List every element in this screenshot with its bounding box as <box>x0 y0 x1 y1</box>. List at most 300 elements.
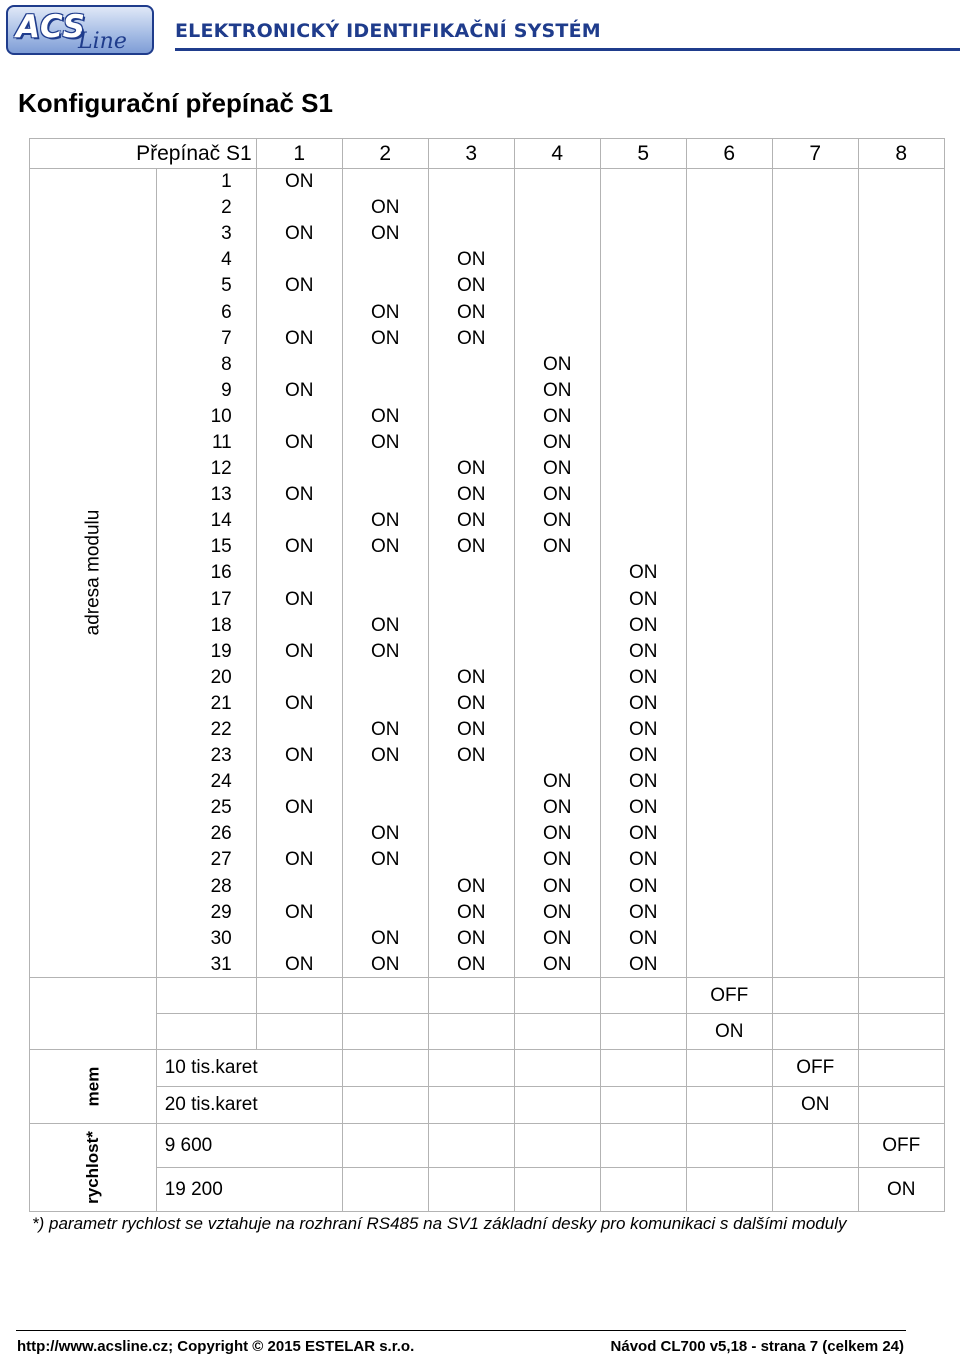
switch-1-state <box>256 612 342 638</box>
footer-divider <box>16 1330 906 1331</box>
switch-5-state <box>600 456 686 482</box>
switch-5-state: ON <box>600 586 686 612</box>
empty-cell <box>686 1123 772 1167</box>
empty-cell <box>858 273 944 299</box>
address-number: 26 <box>156 821 256 847</box>
switch-3-state: ON <box>428 664 514 690</box>
switch-4-state <box>514 638 600 664</box>
empty-cell <box>686 1086 772 1123</box>
switch-4-state: ON <box>514 769 600 795</box>
switch-1-state: ON <box>256 690 342 716</box>
empty-cell <box>156 977 256 1013</box>
empty-cell <box>686 716 772 742</box>
address-number: 29 <box>156 899 256 925</box>
switch-3-state <box>428 612 514 638</box>
empty-cell <box>686 325 772 351</box>
empty-cell <box>600 1123 686 1167</box>
empty-cell <box>342 1049 428 1086</box>
empty-cell <box>858 873 944 899</box>
empty-cell <box>428 1123 514 1167</box>
address-number: 23 <box>156 743 256 769</box>
empty-cell <box>772 273 858 299</box>
switch-5-state <box>600 221 686 247</box>
switch-3-state <box>428 429 514 455</box>
empty-cell <box>686 403 772 429</box>
switch-4-state: ON <box>514 795 600 821</box>
switch-5-state: ON <box>600 795 686 821</box>
empty-cell <box>686 456 772 482</box>
switch-2-state <box>342 586 428 612</box>
empty-cell <box>858 716 944 742</box>
empty-cell <box>858 456 944 482</box>
empty-cell <box>772 795 858 821</box>
switch-1-state <box>256 508 342 534</box>
address-number: 25 <box>156 795 256 821</box>
switch-3-state: ON <box>428 456 514 482</box>
empty-cell <box>600 1049 686 1086</box>
address-number: 16 <box>156 560 256 586</box>
address-number: 21 <box>156 690 256 716</box>
empty-cell <box>256 1013 342 1049</box>
switch-4-state: ON <box>514 456 600 482</box>
empty-cell <box>858 664 944 690</box>
empty-cell <box>686 795 772 821</box>
empty-cell <box>772 664 858 690</box>
switch-5-state: ON <box>600 769 686 795</box>
switch-2-state <box>342 247 428 273</box>
speed-option-label: 9 600 <box>156 1123 342 1167</box>
address-number: 31 <box>156 951 256 977</box>
switch-4-state: ON <box>514 951 600 977</box>
empty-cell <box>858 769 944 795</box>
acs-line-logo <box>6 5 154 55</box>
switch-3-state: ON <box>428 325 514 351</box>
switch-1-state: ON <box>256 638 342 664</box>
empty-cell <box>772 899 858 925</box>
table-row <box>30 299 945 325</box>
switch-5-state <box>600 325 686 351</box>
empty-cell <box>686 743 772 769</box>
empty-cell <box>342 1086 428 1123</box>
switch-4-state <box>514 716 600 742</box>
switch-3-state <box>428 821 514 847</box>
table-row <box>30 690 945 716</box>
switch-3-state: ON <box>428 690 514 716</box>
switch-3-state <box>428 795 514 821</box>
empty-cell <box>686 638 772 664</box>
switch-5-state: ON <box>600 873 686 899</box>
empty-cell <box>772 690 858 716</box>
switch-1-state: ON <box>256 847 342 873</box>
address-number: 12 <box>156 456 256 482</box>
address-number: 2 <box>156 195 256 221</box>
switch-1-state <box>256 456 342 482</box>
switch-5-state: ON <box>600 743 686 769</box>
switch-5-state: ON <box>600 821 686 847</box>
switch-4-state <box>514 195 600 221</box>
empty-cell <box>686 351 772 377</box>
switch-3-state: ON <box>428 299 514 325</box>
switch-5-state: ON <box>600 560 686 586</box>
table-header-row <box>30 139 945 169</box>
switch-4-state <box>514 221 600 247</box>
empty-cell <box>514 1167 600 1211</box>
empty-cell <box>858 1049 944 1086</box>
switch-3-state <box>428 560 514 586</box>
empty-cell <box>772 534 858 560</box>
table-row <box>30 873 945 899</box>
switch-2-state <box>342 377 428 403</box>
empty-cell <box>686 690 772 716</box>
switch-4-state <box>514 325 600 351</box>
empty-cell <box>858 403 944 429</box>
table-row <box>30 664 945 690</box>
empty-cell <box>514 977 600 1013</box>
table-row <box>30 951 945 977</box>
empty-cell <box>772 769 858 795</box>
switch-3-state <box>428 403 514 429</box>
empty-cell <box>686 1167 772 1211</box>
empty-cell <box>514 1013 600 1049</box>
empty-cell <box>858 951 944 977</box>
table-row <box>30 1123 945 1167</box>
address-number: 22 <box>156 716 256 742</box>
switch-3-state: ON <box>428 873 514 899</box>
switch-5-state <box>600 429 686 455</box>
switch-2-state <box>342 664 428 690</box>
empty-cell <box>686 169 772 195</box>
address-number: 11 <box>156 429 256 455</box>
switch-3-state <box>428 377 514 403</box>
table-row <box>30 169 945 195</box>
switch-2-state: ON <box>342 429 428 455</box>
switch-5-state <box>600 169 686 195</box>
switch-1-state <box>256 716 342 742</box>
empty-cell <box>858 247 944 273</box>
empty-cell <box>686 586 772 612</box>
switch-3-state: ON <box>428 925 514 951</box>
empty-cell <box>858 482 944 508</box>
address-number: 1 <box>156 169 256 195</box>
switch-4-state <box>514 743 600 769</box>
switch-5-state: ON <box>600 664 686 690</box>
switch-number-3: 3 <box>428 139 514 169</box>
address-number: 10 <box>156 403 256 429</box>
empty-cell <box>686 247 772 273</box>
table-row <box>30 795 945 821</box>
empty-cell <box>772 1167 858 1211</box>
table-row <box>30 195 945 221</box>
address-number: 9 <box>156 377 256 403</box>
switch-5-state: ON <box>600 716 686 742</box>
empty-cell <box>686 951 772 977</box>
switch-5-state: ON <box>600 612 686 638</box>
table-row <box>30 482 945 508</box>
empty-cell <box>686 534 772 560</box>
switch-4-state: ON <box>514 873 600 899</box>
switch-4-state <box>514 299 600 325</box>
switch-4-state <box>514 273 600 299</box>
empty-cell <box>686 195 772 221</box>
table-row <box>30 1013 945 1049</box>
empty-cell <box>858 690 944 716</box>
address-number: 3 <box>156 221 256 247</box>
switch-4-state: ON <box>514 429 600 455</box>
address-number: 7 <box>156 325 256 351</box>
empty-cell <box>858 743 944 769</box>
switch-1-state <box>256 664 342 690</box>
switch-5-state: ON <box>600 690 686 716</box>
switch-1-state <box>256 195 342 221</box>
empty-cell <box>514 1086 600 1123</box>
switch-2-state: ON <box>342 325 428 351</box>
empty-cell <box>686 664 772 690</box>
switch-2-state <box>342 873 428 899</box>
address-number: 19 <box>156 638 256 664</box>
switch-5-state <box>600 508 686 534</box>
empty-cell <box>772 821 858 847</box>
switch-5-state <box>600 351 686 377</box>
switch-number-1: 1 <box>256 139 342 169</box>
footer-copyright: http://www.acsline.cz; Copyright © 2015 ESTELAR s.r.o. <box>17 1338 415 1355</box>
switch-5-state <box>600 403 686 429</box>
switch-2-state: ON <box>342 847 428 873</box>
table-row <box>30 456 945 482</box>
switch-1-state <box>256 560 342 586</box>
table-row <box>30 221 945 247</box>
empty-cell <box>772 456 858 482</box>
empty-cell <box>686 429 772 455</box>
empty-cell <box>772 247 858 273</box>
empty-cell <box>858 221 944 247</box>
switch-4-state: ON <box>514 847 600 873</box>
mem-side-label: mem <box>83 1066 103 1107</box>
table-row <box>30 508 945 534</box>
empty-cell <box>686 273 772 299</box>
switch-3-state <box>428 351 514 377</box>
switch-8-state: OFF <box>858 1123 944 1167</box>
switch-3-state: ON <box>428 534 514 560</box>
empty-cell <box>772 377 858 403</box>
table-row <box>30 769 945 795</box>
switch-1-state <box>256 821 342 847</box>
switch-1-state: ON <box>256 169 342 195</box>
switch-5-state <box>600 247 686 273</box>
empty-cell <box>600 1086 686 1123</box>
address-number: 28 <box>156 873 256 899</box>
empty-cell <box>858 325 944 351</box>
empty-cell <box>686 769 772 795</box>
table-row <box>30 586 945 612</box>
table-row <box>30 977 945 1013</box>
switch-6-state: OFF <box>686 977 772 1013</box>
table-row <box>30 925 945 951</box>
switch-2-state: ON <box>342 638 428 664</box>
table-row <box>30 325 945 351</box>
address-number: 8 <box>156 351 256 377</box>
empty-cell <box>256 977 342 1013</box>
switch-2-state <box>342 169 428 195</box>
switch-1-state <box>256 769 342 795</box>
empty-cell <box>686 508 772 534</box>
switch-1-state: ON <box>256 482 342 508</box>
switch-7-state: ON <box>772 1086 858 1123</box>
switch-2-state: ON <box>342 743 428 769</box>
mem-option-label: 20 tis.karet <box>156 1086 342 1123</box>
switch-2-state: ON <box>342 821 428 847</box>
empty-cell <box>686 299 772 325</box>
empty-cell <box>514 1123 600 1167</box>
switch-2-state: ON <box>342 534 428 560</box>
switch-1-state: ON <box>256 586 342 612</box>
switch-5-state: ON <box>600 925 686 951</box>
switch-2-state <box>342 482 428 508</box>
empty-cell <box>858 1013 944 1049</box>
switch-1-state: ON <box>256 743 342 769</box>
empty-cell <box>772 429 858 455</box>
switch-3-state: ON <box>428 899 514 925</box>
empty-cell <box>428 1013 514 1049</box>
address-side-label-cell <box>30 169 157 978</box>
switch-2-state <box>342 273 428 299</box>
empty-cell <box>772 560 858 586</box>
empty-cell <box>772 1013 858 1049</box>
page-header <box>0 0 960 62</box>
switch-2-state <box>342 769 428 795</box>
switch-1-state: ON <box>256 899 342 925</box>
empty-cell <box>772 743 858 769</box>
switch-2-state <box>342 351 428 377</box>
table-row <box>30 821 945 847</box>
empty-cell <box>858 560 944 586</box>
switch-2-state <box>342 690 428 716</box>
switch-1-state <box>256 351 342 377</box>
empty-cell <box>772 169 858 195</box>
switch-3-state: ON <box>428 743 514 769</box>
switch-4-state: ON <box>514 482 600 508</box>
switch-5-state <box>600 299 686 325</box>
switch-5-state <box>600 482 686 508</box>
switch-2-state <box>342 560 428 586</box>
table-row <box>30 429 945 455</box>
switch-3-state: ON <box>428 273 514 299</box>
empty-cell <box>428 1086 514 1123</box>
table-row <box>30 1086 945 1123</box>
empty-cell <box>858 821 944 847</box>
empty-cell <box>686 821 772 847</box>
table-row <box>30 716 945 742</box>
empty-cell <box>600 1167 686 1211</box>
page-title: Konfigurační přepínač S1 <box>18 88 333 118</box>
empty-cell <box>772 951 858 977</box>
switch-number-7: 7 <box>772 139 858 169</box>
empty-cell <box>686 925 772 951</box>
mem-option-label: 10 tis.karet <box>156 1049 342 1086</box>
switch-7-state: OFF <box>772 1049 858 1086</box>
switch-2-state: ON <box>342 403 428 429</box>
table-row <box>30 612 945 638</box>
switch-4-state <box>514 612 600 638</box>
empty-cell <box>772 299 858 325</box>
address-number: 6 <box>156 299 256 325</box>
empty-cell <box>858 351 944 377</box>
switch-6-state: ON <box>686 1013 772 1049</box>
empty-cell <box>428 1049 514 1086</box>
address-number: 4 <box>156 247 256 273</box>
empty-cell <box>858 169 944 195</box>
switch-1-state: ON <box>256 429 342 455</box>
empty-cell <box>686 899 772 925</box>
switch-1-state: ON <box>256 795 342 821</box>
switch-2-state: ON <box>342 299 428 325</box>
speed-side-label-cell <box>30 1123 157 1211</box>
empty-cell <box>772 325 858 351</box>
switch-1-state: ON <box>256 325 342 351</box>
switch-1-state <box>256 247 342 273</box>
switch-3-state: ON <box>428 247 514 273</box>
empty-cell <box>858 1086 944 1123</box>
address-number: 30 <box>156 925 256 951</box>
switch-2-state <box>342 456 428 482</box>
empty-cell <box>772 925 858 951</box>
address-number: 17 <box>156 586 256 612</box>
empty-cell <box>858 195 944 221</box>
speed-side-label: rychlost* <box>83 1131 103 1204</box>
switch-2-state: ON <box>342 195 428 221</box>
switch-3-state: ON <box>428 482 514 508</box>
empty-cell <box>600 1013 686 1049</box>
switch-2-state: ON <box>342 925 428 951</box>
empty-cell <box>772 873 858 899</box>
switch-1-state <box>256 873 342 899</box>
empty-cell <box>156 1013 256 1049</box>
speed-footnote: *) parametr rychlost se vztahuje na rozhraní RS485 na SV1 základní desky pro komunikaci s dalšími moduly <box>32 1214 847 1233</box>
switch-1-state: ON <box>256 221 342 247</box>
empty-cell <box>772 482 858 508</box>
table-row <box>30 273 945 299</box>
empty-cell <box>686 377 772 403</box>
switch-1-state <box>256 403 342 429</box>
table-row <box>30 1167 945 1211</box>
switch-4-state <box>514 560 600 586</box>
empty-cell <box>772 638 858 664</box>
switch-3-state: ON <box>428 716 514 742</box>
empty-cell <box>772 1123 858 1167</box>
empty-cell <box>428 977 514 1013</box>
empty-cell <box>858 429 944 455</box>
empty-cell <box>858 847 944 873</box>
empty-cell <box>600 977 686 1013</box>
switch-4-state: ON <box>514 925 600 951</box>
switch-2-state <box>342 795 428 821</box>
header-title: ELEKTRONICKÝ IDENTIFIKAČNÍ SYSTÉM <box>175 20 601 42</box>
logo-text: ACS <box>16 9 87 45</box>
empty-cell <box>342 977 428 1013</box>
mem-side-label-cell <box>30 1049 157 1123</box>
switch-header-label: Přepínač S1 <box>30 139 257 169</box>
switch-number-5: 5 <box>600 139 686 169</box>
empty-cell <box>342 1123 428 1167</box>
switch-4-state: ON <box>514 508 600 534</box>
address-side-label: adresa modulu <box>82 510 104 636</box>
empty-cell <box>772 351 858 377</box>
empty-cell <box>686 847 772 873</box>
table-row <box>30 377 945 403</box>
empty-cell <box>858 925 944 951</box>
address-number: 20 <box>156 664 256 690</box>
switch-8-state: ON <box>858 1167 944 1211</box>
switch-1-state: ON <box>256 951 342 977</box>
